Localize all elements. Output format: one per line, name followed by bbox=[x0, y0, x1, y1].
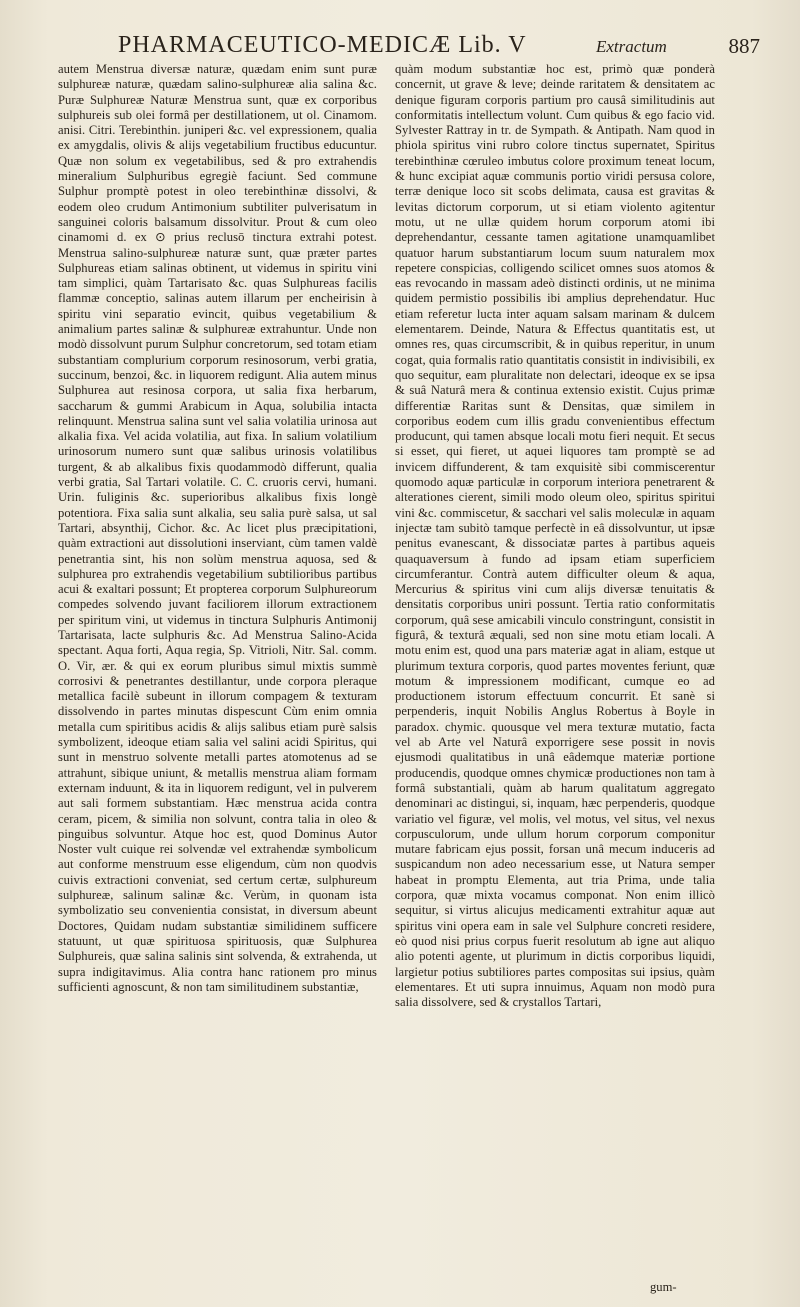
left-text-column bbox=[58, 62, 377, 1288]
left-column-text: autem Menstrua diversæ naturæ, quædam enim sunt puræ sulphureæ naturæ, quædam salino-sulphureæ alia salina &c. Puræ Sulphureæ Naturæ Menstrua sunt, quæ ex corporibus sulphureis sub olei formâ per destillationem, ut ol. Cinamom. anisi. Citri. Terebinthin. juniperi &c. vel expressionem, qualia ex amygdalis, olivis & alijs vegetabilium fructibus educuntur. Quæ non solum ex vegetabilibus, sed & pro extrahendis mineralium Sulphuribus egregiè faciunt. Sed commune Sulphur promptè potest in oleo terebinthinæ dissolvi, & eodem oleo crudum Antimonium subtiliter pulverisatum in sanguinei coloris balsamum dissolvitur. Prout & cum oleo cinamomi d. ex ⊙ prius reclusō tinctura extrahi potest. Menstrua salino-sulphureæ naturæ sunt, quæ præter partes Sulphureas etiam salinas obtinent, ut videmus in spiritu vini tam simplici, quàm Tartarisato &c. quas Sulphureas facilis flammæ conceptio, salinas autem illarum per encheirisin à spiritu vini separatio evincit, quibus vegetabilium & animalium partes salinæ & sulphureæ extrahuntur. Unde non modò dissolvunt purum Sulphur concretorum, sed totam etiam substantiam complurium corporum resinosorum, verbi gratia, succinum, benzoi, &c. in liquorem redigunt. Alia autem minus Sulphurea aut resinosa corpora, ut salia fixa herbarum, saccharum & gummi Arabicum in Aqua, solubilia intacta relinquunt. Menstrua salina sunt vel salia volatilia urinosa aut alkalia fixa. Vel acida volatilia, aut fixa. In salium volatilium urinosorum numero sunt quæ salibus urinosis volatilibus turgent, & ab alkalibus fixis quodammodò differunt, qualia verbi gratia, Sal Tartari volatile. C. C. cruoris cervi, humani. Urin. fuliginis &c. superioribus alkalibus fixis longè potentiora. Fixa salia sunt alkalia, seu salia purè salsa, ut sal Tartari, absynthij, Cichor. &c. Ac licet plus præcipitationi, quàm extractioni aut dissolutioni inserviant, cùm tamen valdè penetrantia sint, his non solùm menstrua aquosa, sed & sulphurea pro extrahendis vegetabilium subtilioribus partibus acui & exaltari possunt; Et propterea corporum Sulphureorum compedes solvendo juvant faciliorem illorum extractionem per spiritum vini, ut videmus in tinctura Sulphuris Antimonij Tartarisata, lacte sulphuris &c. Ad Menstrua Salino-Acida spectant. Aqua forti, Aqua regia, Sp. Vitrioli, Nitr. Sal. comm. O. Vir, ær. & qui ex eorum pluribus simul mixtis summè corrosivi & penetrantes destillantur, unde corpora pleraque metallica facilè subeunt in illorum compagem & texturam dissolvendo in partes minutas dispescunt Cùm enim omnia metalla cum spiritibus acidis & alijs salibus etiam purè salsis symbolizent, ideoque etiam salia vel salini acidi Spiritus, qui sunt in menstruo solvente metalli partes atomotenus ad se attrahunt, sibique uniunt, & metallis menstrua aliam formam externam induunt, & ita in liquorem redigunt, vel in pulverem aut sali formem substantiam. Hæc menstrua acida contra ceram, picem, & similia non solvunt, contra talia in oleo & pinguibus solvuntur. Atque hoc est, quod Dominus Autor Noster vult cuique rei solvendæ vel extrahendæ symbolicum aut conforme menstruum esse eligendum, cùm non quodvis cuivis extractioni conveniat, sed certum certæ, sulphureum sulphureæ, salinum salinæ &c. Verùm, in quonam ista symbolizatio seu convenientia consistat, in diversum abeunt Doctores, Quidam nudam substantiæ similidinem sufficere statuunt, ut quæ spirituosa spirituosis, quæ Sulphurea Sulphureis, quæ salina salinis sint solvenda, & extrahenda, ut supra indigitavimus. Alia contra hanc rationem pro minus sufficienti agnoscunt, & non tam similitudinem substantiæ, bbox=[58, 62, 377, 994]
right-column-text: quàm modum substantiæ hoc est, primò quæ ponderà concernit, ut grave & leve; deinde raritatem & densitatem ac denique figuram corporis partium pro causâ similitudinis aut conformitatis intellectum volunt. Cum quibus & ego facio vid. Sylvester Rattray in tr. de Sympath. & Antipath. Nam quod in phiola spiritus vini rubro colore tinctus supernatet, Spiritus terebinthinæ cœruleo imbutus colore proximum teneat locum, & hunc excipiat aquæ communis portio viridi persusa colore, terræ denique loco sit scobs delimata, causa est gravitas & levitas dictorum corporum, ut si etiam violento agitentur motu, ut ne ullæ quidem horum corporum atomi ibi deprehendantur, cessante tamen agitatione unamquamlibet quatuor harum substantiarum locum suum naturalem mox repetere conspicias, colligendo scilicet omnes suos atomos & eas revocando in massam adeò distincti ordinis, ut ne minima quidem permistio possibilis ibi amplius deprehendatur. Huc etiam referetur lucta inter aquam salsam marinam & dulcem elementarem. Deinde, Natura & Effectus quantitatis est, ut omnes res, quas circumscribit, & in quibus reperitur, in unum cogat, quia formalis ratio quantitatis consistit in indivisibili, ex quo sequitur, eam pluralitate non delectari, ideoque ex se ipsa & suâ Naturâ mera & continua extensio existit. Cujus primæ differentiæ Raritas sunt & Densitas, quæ similem in corporibus eodem cum illis gradu convenientibus effectum producunt, qui tamen absque locali motu fieri nequit. Et secus si esset, qui fieret, ut aquei liquores tam promptè se ad invicem diffunderent, & tam exquisitè sibi commiscerentur quomodo aquæ particulæ in corporum interiora penetrarent & alterationes cierent, simili modo oleum oleo, spiritus spiritui vini &c. commiscetur, & sacchari vel salis moleculæ in aquam injectæ tam subitò tamque perfectè in eâ dissolvuntur, ut ipsæ penitus evanescant, & dissociatæ partes à partibus aqueis quaquaversum à fundo ad ipsam etiam superficiem circumferantur. Contrà autem difficulter oleum & aqua, Mercurius & spiritus vini cum alijs diversæ tenuitatis & densitatis corporibus uniri possunt. Tertia ratio conformitatis corporum, quâ sese amicabili vinculo constringunt, consistit in figurâ, & texturâ æquali, sed non sine motu etiam locali. A motu enim est, quod una pars materiæ agat in aliam, estque ut plurimum textura corporis, quod partes moventes feriunt, quæ motum & impressionem modificant, cumque eo ad productionem istorum effectuum concurrit. Et sanè si perpenderis, inquit Nobilis Anglus Robertus à Boyle in paradox. chymic. quousque vel mera texturæ mutatio, facta vel ab Arte vel Naturâ exporrigere sese possit in novis ejusmodi qualitatibus in unâ eâdemque materiæ portione producendis, quodque omnes chymicæ productiones non tam à formâ substantiali, quàm ab harum qualitatum aggregato denominari ac distingui, si, inquam, hæc perpenderis, quodque variatio vel figuræ, vel molis, vel motus, vel situs, vel nexus corpusculorum, unde ullum horum corporum componitur mutare fabricam ejus possit, forsan unâ mecum induceris ad suspicandum non adeo necessarium esse, ut Natura semper habeat in promptu Elementa, aut tria Prima, unde talia corpora, quæ mixta vocamus componat. Non enim illicò sequitur, si virtus alicujus medicamenti extrahitur aquæ aut spiritus vini opera eam in sale vel Sulphure concreti residere, eò quod nisi prius corpus fuerit resolutum ab igne aut aliquo alio potenti agente, ut plurimum in dictis corporibus liquidi, largietur potius subtiliores partes compositas sui ipsius, quàm elementares. Et uti supra innuimus, Aquam non modò pura salia dissolvere, sed & crystallos Tartari, bbox=[395, 62, 715, 1010]
running-title: PHARMACEUTICO-MEDICÆ Lib. V bbox=[118, 32, 527, 58]
page-number: 887 bbox=[728, 34, 760, 58]
right-text-column bbox=[395, 62, 715, 1288]
catchword: gum- bbox=[650, 1280, 677, 1294]
section-label: Extractum bbox=[596, 37, 667, 56]
page-header bbox=[118, 32, 760, 58]
